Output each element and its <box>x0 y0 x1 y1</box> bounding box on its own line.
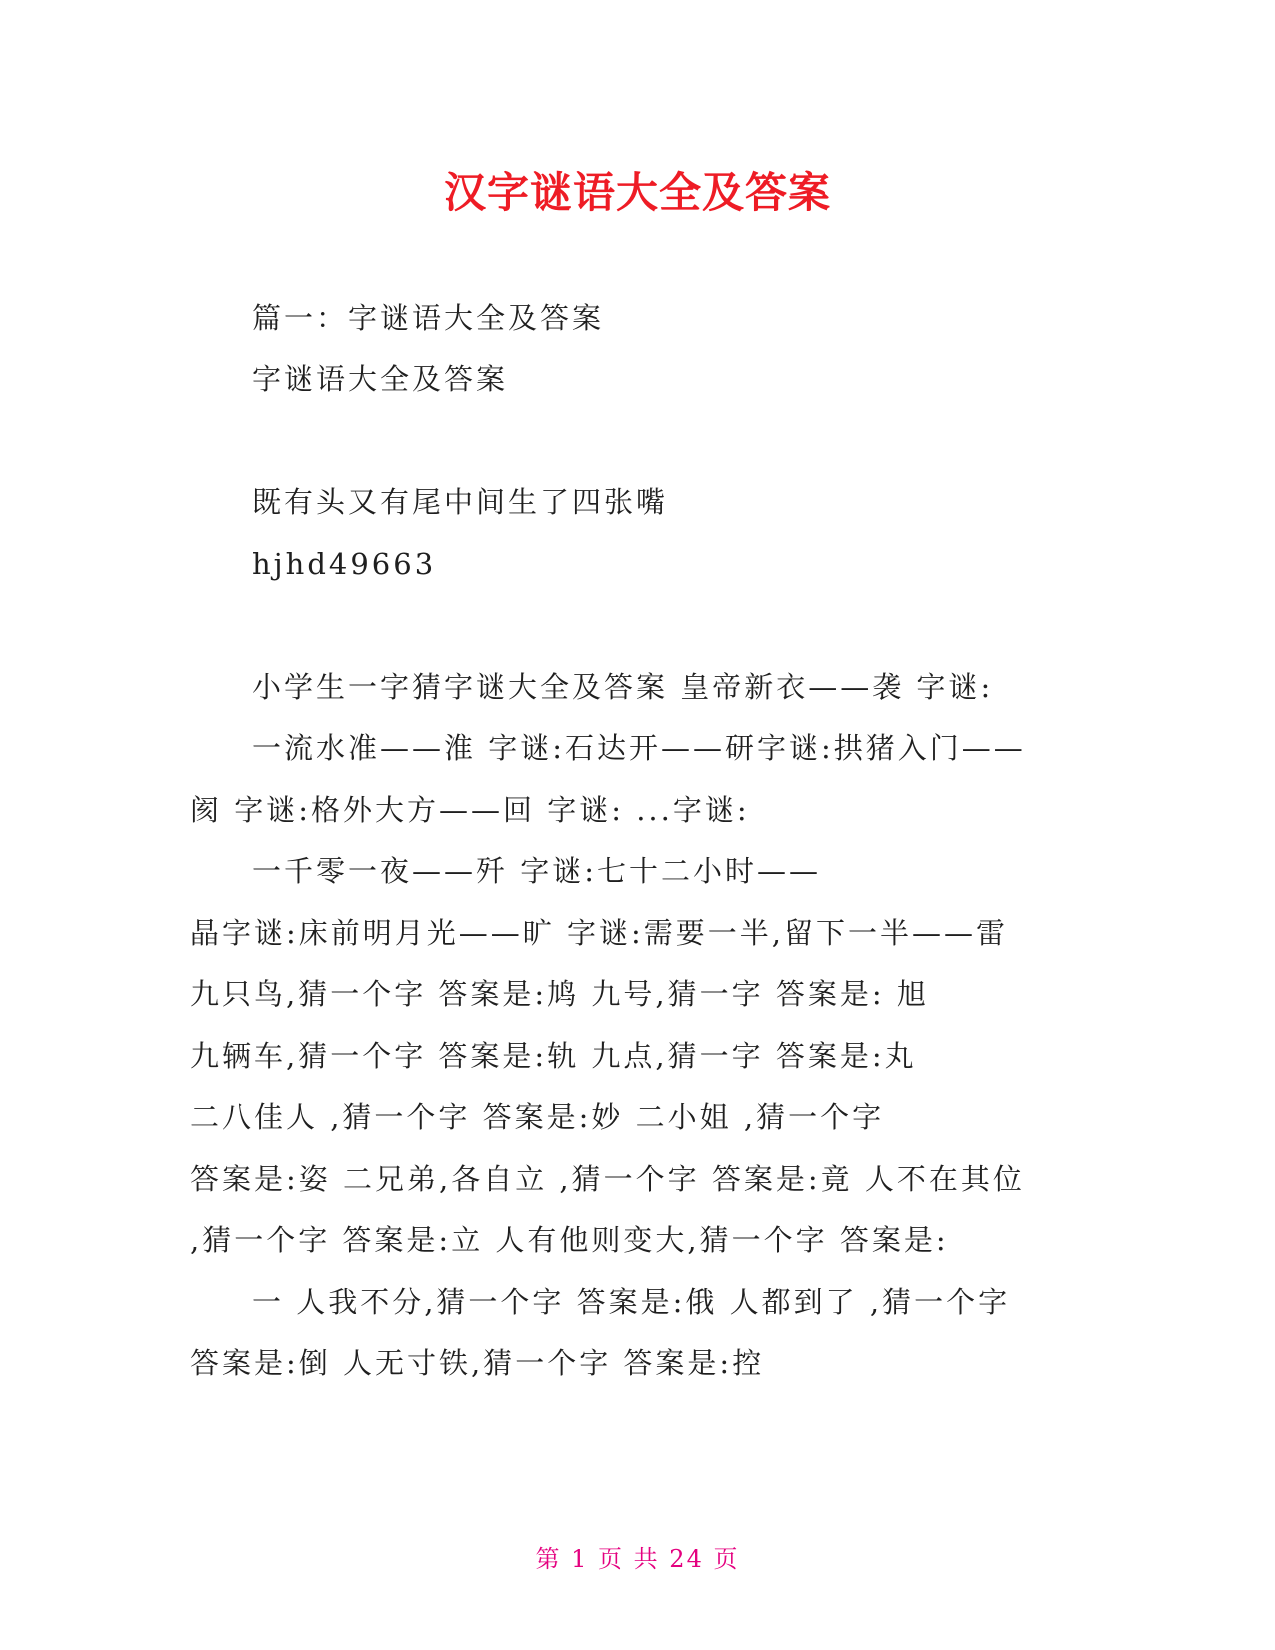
paragraph-line: 晶字谜:床前明月光——旷 字谜:需要一半,留下一半——雷 <box>190 916 1008 950</box>
paragraph-line: 小学生一字猜字谜大全及答案 皇帝新衣——袭 字谜: <box>252 670 994 704</box>
riddle-line: 既有头又有尾中间生了四张嘴 <box>252 485 669 519</box>
paragraph-line: 答案是:倒 人无寸铁,猜一个字 答案是:控 <box>190 1346 765 1380</box>
paragraph-line: 一流水准——淮 字谜:石达开——研字谜:拱猪入门—— <box>252 731 1026 765</box>
code-line: hjhd49663 <box>252 547 437 581</box>
paragraph-line: 一 人我不分,猜一个字 答案是:俄 人都到了 ,猜一个字 <box>252 1285 1011 1319</box>
paragraph-line: 阂 字谜:格外大方——回 字谜: ...字谜: <box>190 793 750 827</box>
paragraph-line: ,猜一个字 答案是:立 人有他则变大,猜一个字 答案是: <box>190 1223 949 1257</box>
document-title: 汉字谜语大全及答案 <box>443 168 831 217</box>
paragraph-line: 一千零一夜——歼 字谜:七十二小时—— <box>252 854 821 888</box>
paragraph-line: 答案是:姿 二兄弟,各自立 ,猜一个字 答案是:竟 人不在其位 <box>190 1162 1025 1196</box>
subheading: 字谜语大全及答案 <box>252 362 509 396</box>
paragraph-line: 二八佳人 ,猜一个字 答案是:妙 二小姐 ,猜一个字 <box>190 1100 885 1134</box>
page-footer: 第 1 页 共 24 页 <box>535 1545 740 1573</box>
paragraph-line: 九只鸟,猜一个字 答案是:鸠 九号,猜一字 答案是: 旭 <box>190 977 929 1011</box>
section-heading: 篇一：字谜语大全及答案 <box>252 301 605 335</box>
paragraph-line: 九辆车,猜一个字 答案是:轨 九点,猜一字 答案是:丸 <box>190 1039 917 1073</box>
